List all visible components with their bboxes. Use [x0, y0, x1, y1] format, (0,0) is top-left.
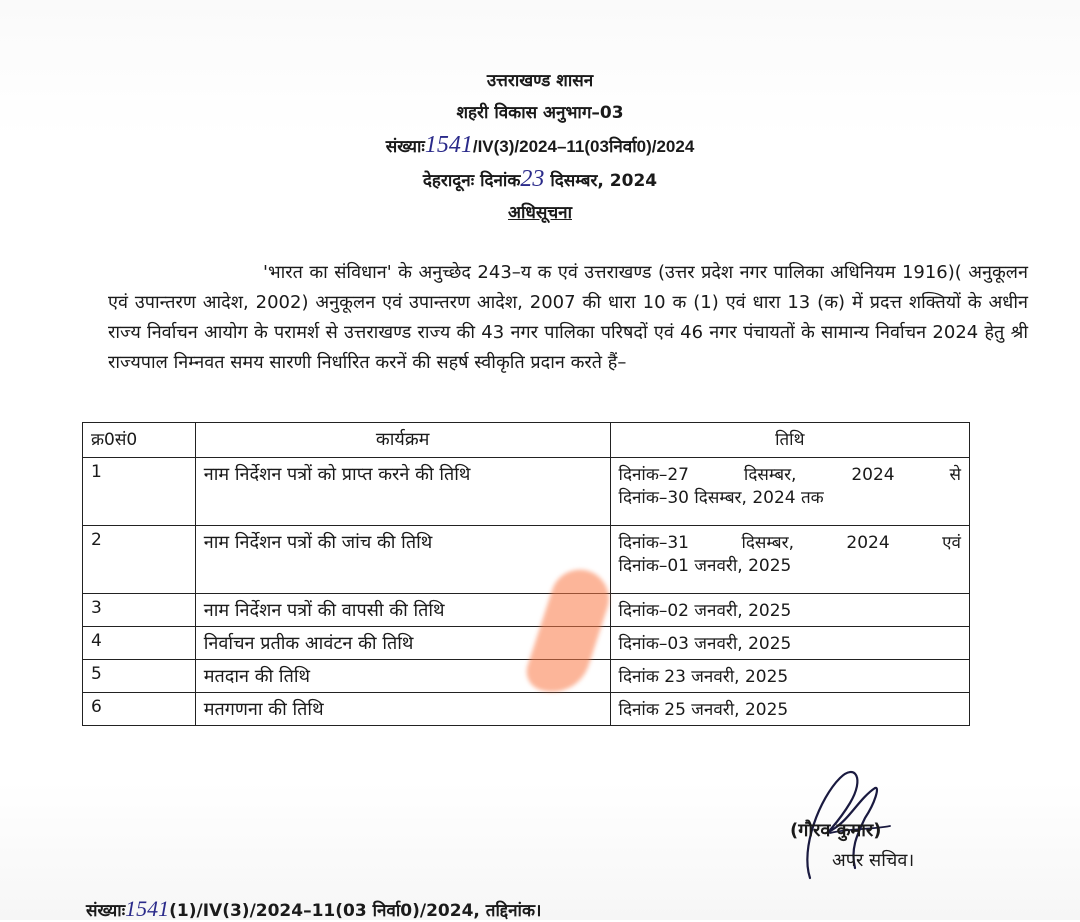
table-row [83, 693, 970, 726]
date-cell [610, 458, 969, 526]
serial-number-cell: 4 [83, 627, 196, 660]
serial-number-cell: 5 [83, 660, 196, 693]
reference-prefix: संख्याः [385, 137, 425, 157]
date-cell: दिनांक 23 जनवरी, 2025 [610, 660, 969, 693]
handwritten-copy-reference-number: 1541 [125, 896, 170, 921]
table-header-row [83, 423, 970, 458]
date-cell: दिनांक–02 जनवरी, 2025 [610, 594, 969, 627]
date-line: दिनांक–30 दिसम्बर, 2024 तक [618, 488, 824, 508]
table-row [83, 458, 970, 526]
copy-reference-suffix: (1)/IV(3)/2024–11(03 निर्वा0)/2024, तद्दिनांक। [169, 901, 542, 921]
department-heading: शहरी विकास अनुभाग–03 [456, 103, 624, 123]
date-cell [610, 526, 969, 594]
date-cell: दिनांक–03 जनवरी, 2025 [610, 627, 969, 660]
reference-suffix: /IV(3)/2024–11(03निर्वा0)/2024 [472, 137, 695, 156]
copy-reference-line [86, 896, 541, 922]
event-cell: नाम निर्देशन पत्रों को प्राप्त करने की तिथि [195, 458, 610, 526]
date-line: दिनांक–27 दिसम्बर, 2024 से [618, 465, 961, 485]
serial-number-cell: 2 [83, 526, 196, 594]
header-date: तिथि [610, 423, 969, 458]
table-row [83, 594, 970, 627]
header-program: कार्यक्रम [195, 423, 610, 458]
notification-title: अधिसूचना [508, 203, 572, 223]
signatory-name: (गौरव कुमार) [790, 820, 882, 841]
place-date-line [0, 166, 1080, 193]
handwritten-reference-number: 1541 [424, 132, 473, 158]
notification-paragraph: 'भारत का संविधान' के अनुच्छेद 243–य क एवं उत्तराखण्ड (उत्तर प्रदेश नगर पालिका अधिनियम 1916)( अनुकूलन एवं उपान्तरण आदेश, 2002) अनुकूलन एवं उपान्तरण आदेश, 2007 की धारा 10 क (1) एवं धारा 13 (क) में प्रदत्त शक्तियों के अधीन राज्य निर्वाचन आयोग के परामर्श से उत्तराखण्ड राज्य की 43 नगर पालिका परिषदों एवं 46 नगर पंचायतों के सामान्य निर्वाचन 2024 हेतु श्री राज्यपाल निम्नवत समय सारणी निर्धारित करनें की सहर्ष स्वीकृति प्रदान करते हैं– [108, 262, 1028, 373]
signatory-designation: अपर सचिव। [832, 850, 915, 871]
place-date-suffix: दिसम्बर, 2024 [550, 171, 658, 191]
serial-number-cell: 6 [83, 693, 196, 726]
copy-reference-prefix: संख्याः [86, 901, 126, 921]
reference-number [0, 132, 1080, 159]
event-cell: मतदान की तिथि [195, 660, 610, 693]
header-serial-number: क्र0सं0 [83, 423, 196, 458]
date-line: दिनांक–01 जनवरी, 2025 [618, 556, 792, 576]
place-date-prefix: देहरादूनः दिनांक [422, 171, 521, 191]
serial-number-cell: 1 [83, 458, 196, 526]
event-cell: निर्वाचन प्रतीक आवंटन की तिथि [195, 627, 610, 660]
government-heading: उत्तराखण्ड शासन [486, 71, 594, 91]
handwritten-date: 23 [520, 166, 545, 192]
event-cell: नाम निर्देशन पत्रों की वापसी की तिथि [195, 594, 610, 627]
table-row [83, 627, 970, 660]
serial-number-cell: 3 [83, 594, 196, 627]
event-cell: मतगणना की तिथि [195, 693, 610, 726]
event-cell: नाम निर्देशन पत्रों की जांच की तिथि [195, 526, 610, 594]
date-cell: दिनांक 25 जनवरी, 2025 [610, 693, 969, 726]
date-line: दिनांक–31 दिसम्बर, 2024 एवं [618, 533, 961, 553]
table-row [83, 526, 970, 594]
schedule-table [82, 422, 970, 726]
